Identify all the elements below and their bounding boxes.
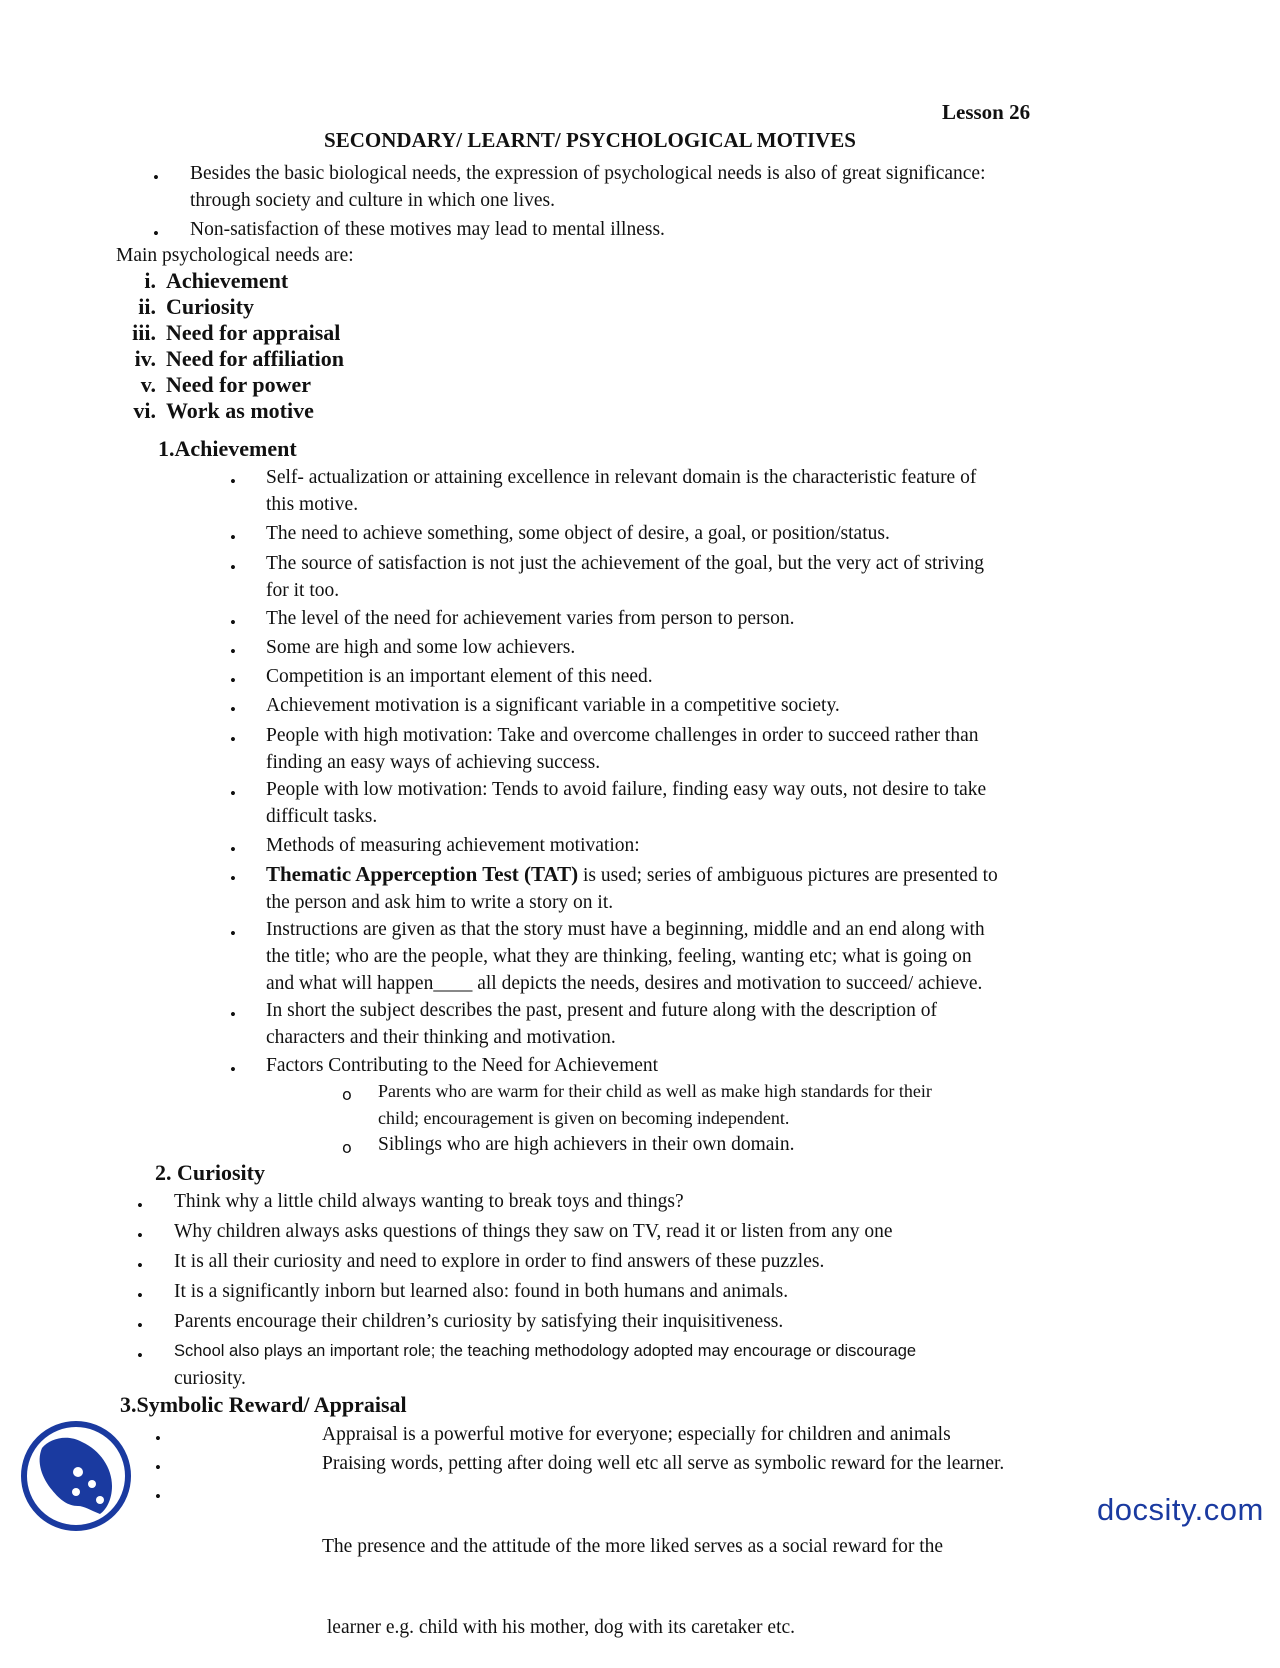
bullet-icon: •	[230, 924, 236, 943]
bullet-icon: •	[230, 700, 236, 719]
lesson-number: Lesson 26	[942, 100, 1031, 124]
bullet-icon: •	[137, 1196, 143, 1215]
curiosity-heading: 2. Curiosity	[155, 1160, 265, 1185]
bullet-icon: •	[230, 613, 236, 632]
intro-bullet-2: Non-satisfaction of these motives may lead to mental illness.	[190, 219, 665, 240]
bullet-icon: •	[230, 671, 236, 690]
docsity-brand: docsity.com	[1097, 1492, 1264, 1527]
bullet-icon: •	[230, 840, 236, 859]
page-title: SECONDARY/ LEARNT/ PSYCHOLOGICAL MOTIVES	[324, 128, 856, 152]
achievement-bullet: Methods of measuring achievement motivation:	[266, 835, 640, 856]
bullet-icon: •	[137, 1286, 143, 1305]
bullet-icon: •	[230, 784, 236, 803]
bullet-icon: •	[137, 1226, 143, 1245]
curiosity-bullet: Think why a little child always wanting to break toys and things?	[174, 1191, 684, 1212]
bullet-icon: •	[153, 224, 159, 243]
curiosity-bullet: School also plays an important role; the teaching methodology adopted may encourage or discourage curiosity.	[174, 1342, 917, 1389]
achievement-bullet: In short the subject describes the past, present and future along with the description of characters and their thinking and motivation.	[266, 1000, 937, 1048]
bullet-icon: •	[230, 869, 236, 888]
achievement-bullet: People with high motivation: Take and overcome challenges in order to succeed rather than finding an easy ways of achieving success.	[266, 725, 979, 773]
sub-bullet-icon: o	[342, 1138, 352, 1157]
achievement-bullet: The source of satisfaction is not just the achievement of the goal, but the very act of striving for it too.	[266, 553, 985, 601]
bullet-icon: •	[137, 1346, 143, 1365]
bullet-icon: •	[230, 528, 236, 547]
achievement-bullet: The level of the need for achievement varies from person to person.	[266, 608, 795, 629]
main-needs-label: Main psychological needs are:	[116, 245, 354, 266]
reward-bullet: Appraisal is a powerful motive for everyone; especially for children and animals	[322, 1424, 951, 1445]
bullet-icon: •	[230, 558, 236, 577]
bullet-icon: •	[155, 1429, 161, 1448]
tat-bullet: Thematic Apperception Test (TAT) is used; series of ambiguous pictures are presented to the person and ask him to write a story on it.	[266, 862, 998, 913]
main-needs-list: i. Achievement ii. Curiosity iii. Need for appraisal iv. Need for affiliation v. Need for power vi. Work as motive	[132, 268, 345, 423]
reward-bullet: The presence and the attitude of the more liked serves as a social reward for the learner e.g. child with his mother, dog with its caretaker etc.	[322, 1536, 944, 1638]
achievement-bullet: People with low motivation: Tends to avoid failure, finding easy way outs, not desire to take difficult tasks.	[266, 779, 987, 827]
curiosity-bullet: It is a significantly inborn but learned also: found in both humans and animals.	[174, 1281, 789, 1302]
achievement-bullet: Some are high and some low achievers.	[266, 637, 576, 658]
achievement-bullet: The need to achieve something, some object of desire, a goal, or position/status.	[266, 523, 890, 544]
factor-item: Parents who are warm for their child as well as make high standards for their child; encouragement is given on becoming independent.	[378, 1081, 932, 1128]
bullet-icon: •	[137, 1256, 143, 1275]
achievement-bullet: Achievement motivation is a significant variable in a competitive society.	[266, 695, 840, 716]
tat-name: Thematic Apperception Test (TAT)	[266, 862, 579, 886]
reward-bullet: Praising words, petting after doing well etc all serve as symbolic reward for the learner.	[322, 1453, 1005, 1474]
curiosity-bullet: Parents encourage their children’s curiosity by satisfying their inquisitiveness.	[174, 1311, 784, 1332]
sub-bullet-icon: o	[342, 1085, 352, 1104]
factor-item: Siblings who are high achievers in their own domain.	[378, 1134, 795, 1155]
bullet-icon: •	[230, 642, 236, 661]
achievement-bullet: Competition is an important element of this need.	[266, 666, 653, 687]
curiosity-bullet: Why children always asks questions of things they saw on TV, read it or listen from any one	[174, 1221, 893, 1242]
bullet-icon: •	[230, 1005, 236, 1024]
bullet-icon: •	[230, 730, 236, 749]
bullet-icon: •	[153, 168, 159, 187]
bullet-icon: •	[230, 1060, 236, 1079]
intro-bullet-1: Besides the basic biological needs, the expression of psychological needs is also of great significance: through society and culture in which one lives.	[190, 163, 986, 211]
achievement-bullet: Self- actualization or attaining excellence in relevant domain is the characteristic feature of this motive.	[266, 467, 977, 515]
reward-heading: 3.Symbolic Reward/ Appraisal	[120, 1392, 407, 1417]
curiosity-bullet: It is all their curiosity and need to explore in order to find answers of these puzzles.	[174, 1251, 825, 1272]
achievement-bullet: Factors Contributing to the Need for Achievement	[266, 1055, 659, 1076]
docsity-logo-icon	[20, 1420, 132, 1532]
achievement-heading: 1.Achievement	[158, 436, 297, 461]
bullet-icon: •	[137, 1316, 143, 1335]
bullet-icon: •	[230, 472, 236, 491]
bullet-icon: •	[155, 1487, 161, 1506]
bullet-icon: •	[155, 1458, 161, 1477]
achievement-bullet: Instructions are given as that the story must have a beginning, middle and an end along with the title; who are the people, what they are thinking, feeling, wanting etc; what is going on and what will happen____ all depicts the needs, desires and motivation to succeed/ achieve.	[266, 919, 985, 994]
